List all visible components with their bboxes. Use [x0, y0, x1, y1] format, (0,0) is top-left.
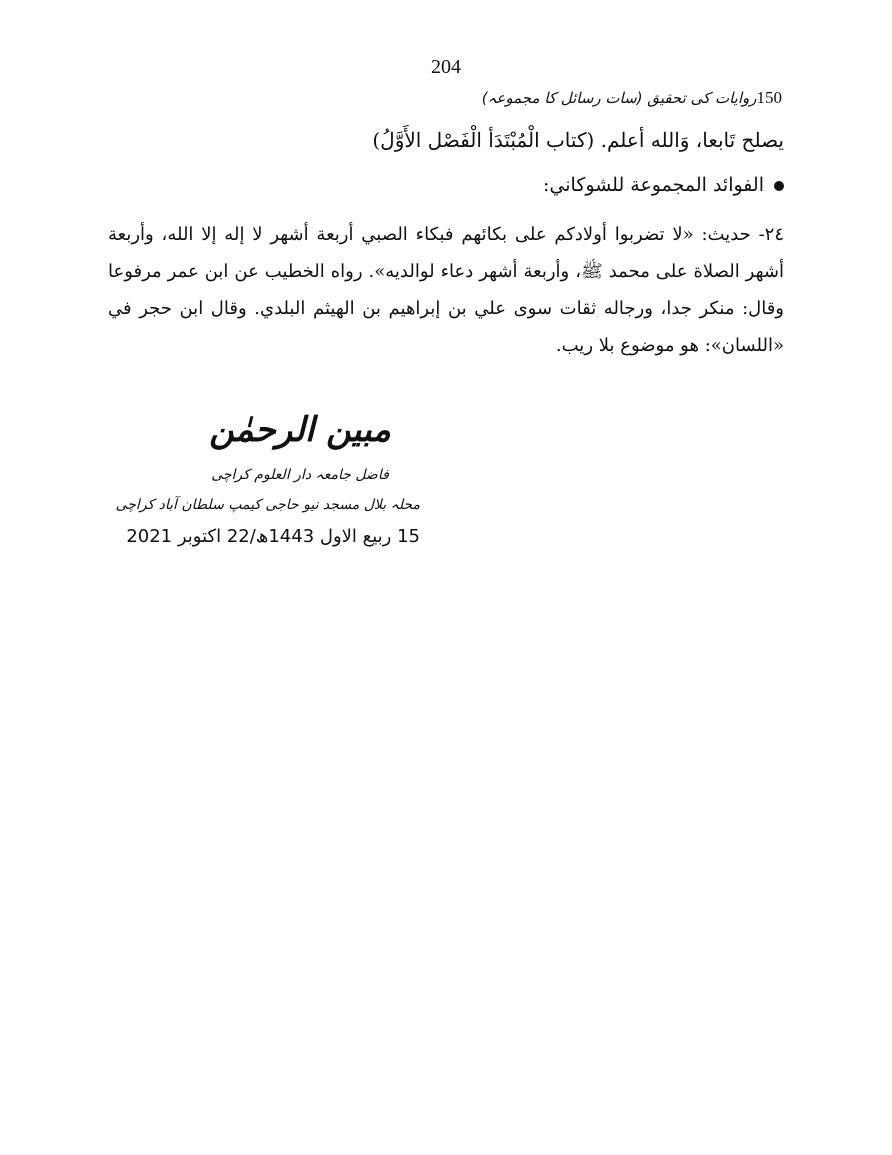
bullet-heading: الفوائد المجموعة للشوكاني:	[543, 174, 764, 196]
bullet-icon	[774, 181, 784, 191]
hadith-paragraph: ٢٤- حديث: «لا تضربوا أولادكم على بكائهم فبكاء الصبي أربعة أشهر لا إله إلا الله، وأربعة أشهر الصلاة على محمد ﷺ، وأربعة أشهر دعاء لوالديه». رواه الخطيب عن ابن عمر مرفوعا وقال: منكر جدا، ورجاله ثقات سوى علي بن إبراهيم بن الهيثم البلدي. وقال ابن حجر في «اللسان»: هو موضوع بلا ريب.	[108, 224, 784, 356]
running-header-title: روایات کی تحقیق (سات رسائل کا مجموعہ)	[481, 89, 757, 107]
signature-date: 15 ربیع الاول 1443ھ/22 اکتوبر 2021	[126, 526, 420, 547]
running-header	[482, 88, 782, 108]
running-header-number: 150	[756, 88, 782, 107]
opening-line: يصلح تَابعا، وَالله أعلم. (كتاب الْمُبْتَدَأ الْفَصْل الأَوَّلُ)	[372, 128, 784, 152]
signature-affiliation: فاضل جامعہ دار العلوم کراچی	[211, 467, 389, 483]
page-number: 204	[431, 56, 461, 78]
signature-name: مبین الرحمٰن	[209, 410, 391, 450]
bullet-heading-row	[108, 174, 784, 196]
signature-address: محلہ بلال مسجد نیو حاجی کیمپ سلطان آباد کراچی	[115, 497, 420, 513]
signature-block	[115, 400, 420, 554]
